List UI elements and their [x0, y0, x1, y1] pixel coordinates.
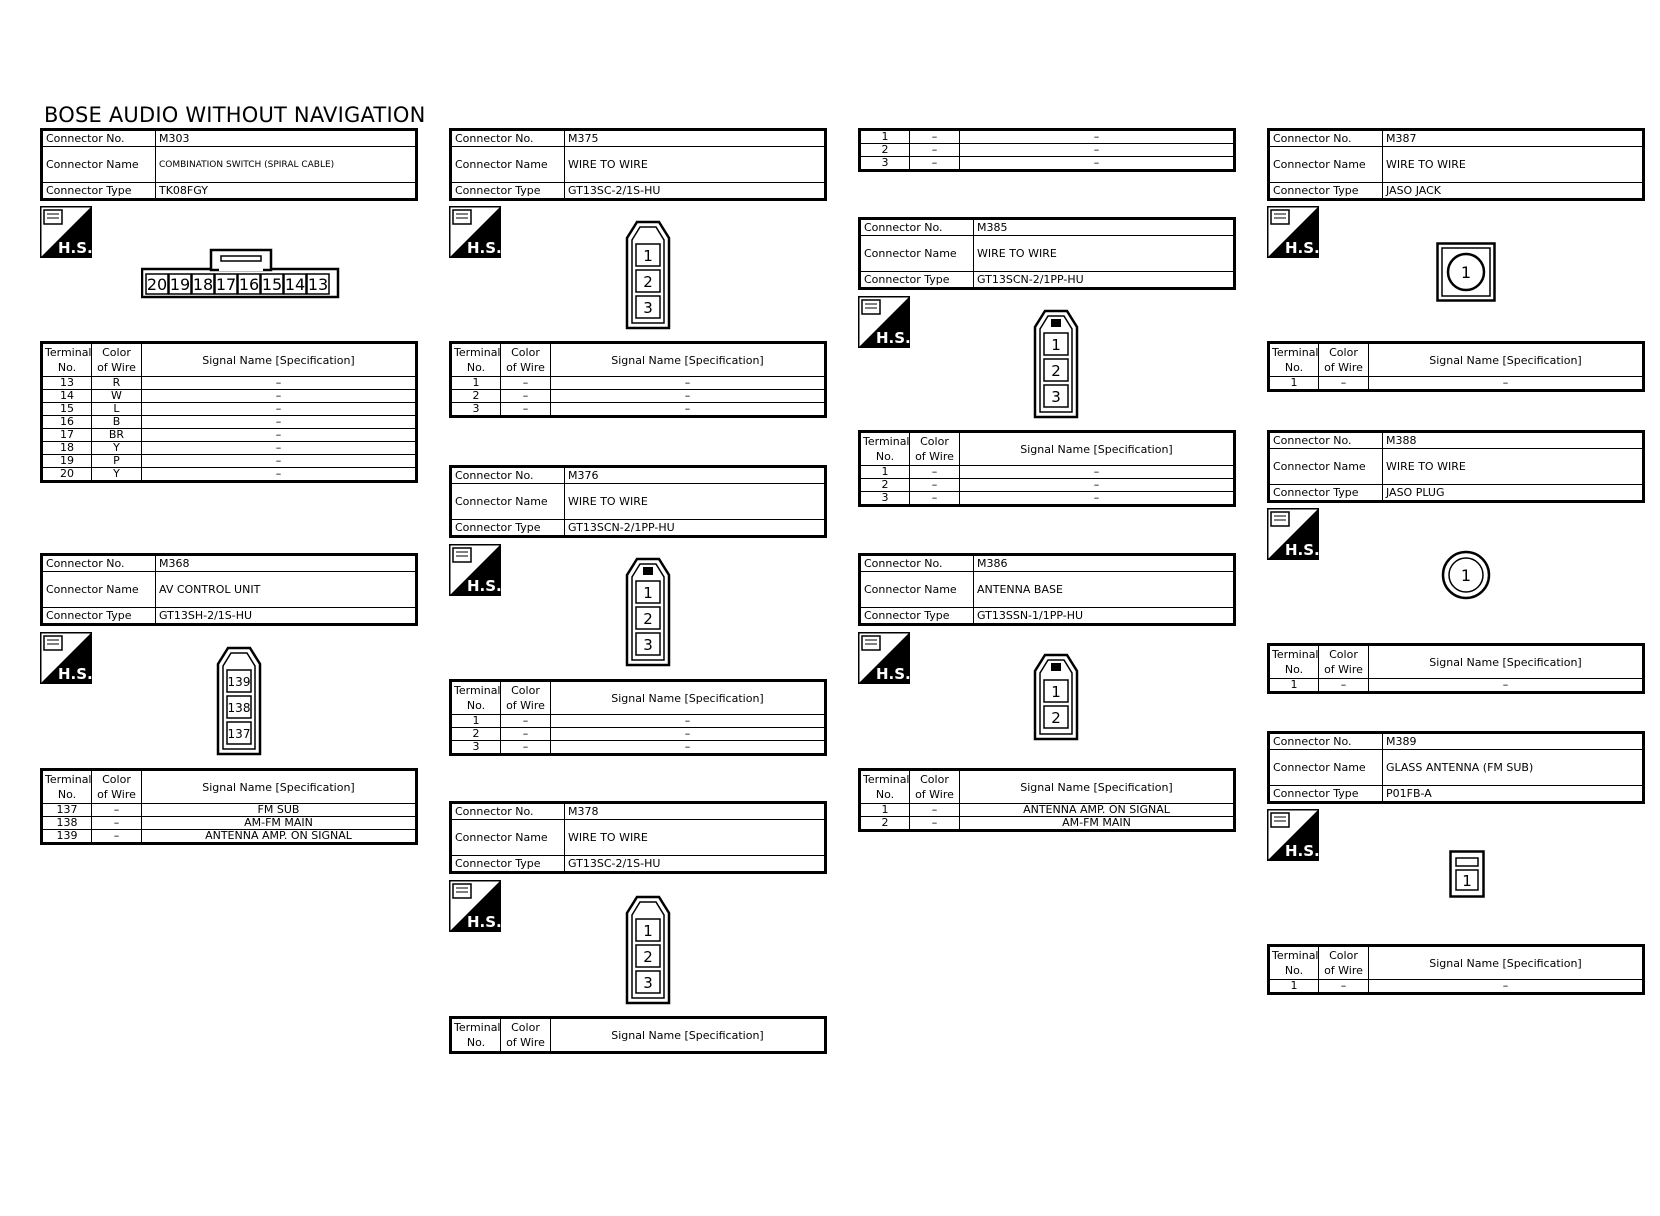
table-row: 18 Y – [42, 442, 417, 455]
connector-face-m385 [1033, 309, 1079, 419]
svg-text:H.S.: H.S. [58, 665, 92, 683]
connector-face-m368 [216, 646, 262, 756]
pin-label: 2 [643, 948, 653, 966]
table-row: 1 – – [1269, 980, 1644, 994]
svg-text:H.S.: H.S. [876, 329, 910, 347]
connector-block-m389 [1267, 731, 1645, 804]
hs-harness-side-icon [858, 632, 910, 684]
terminal-table-m375-block [449, 341, 827, 418]
svg-text:H.S.: H.S. [876, 665, 910, 683]
table-row: 2 – – [451, 390, 826, 403]
terminal-header: Terminal No. [42, 343, 92, 377]
page-title: BOSE AUDIO WITHOUT NAVIGATION [44, 103, 426, 127]
connector-info-table: Connector No. M387 Connector Name WIRE TO WIRE Connector Type JASO JACK [1267, 128, 1645, 201]
table-row: 139 – ANTENNA AMP. ON SIGNAL [42, 830, 417, 844]
connector-info-table: Connector No. M375 Connector Name WIRE TO WIRE Connector Type GT13SC-2/1S-HU [449, 128, 827, 201]
connector-face-m387 [1436, 242, 1496, 302]
connector-info-table: Connector No. M386 Connector Name ANTENNA BASE Connector Type GT13SSN-1/1PP-HU [858, 553, 1236, 626]
connector-face-m389 [1449, 850, 1485, 898]
table-row: 16 B – [42, 416, 417, 429]
connector-face-m388 [1441, 550, 1491, 600]
connector-block-m376 [449, 465, 827, 538]
connector-face-m386 [1033, 653, 1079, 741]
terminal-table: Terminal No. Color of Wire Signal Name [Specification] 1 – – [1267, 341, 1645, 392]
table-row: 20 Y – [42, 468, 417, 482]
pin-label: 3 [643, 636, 653, 654]
connector-info-table: Connector No. M368 Connector Name AV CONTROL UNIT Connector Type GT13SH-2/1S-HU [40, 553, 418, 626]
hs-harness-side-icon [40, 206, 92, 258]
pin-label: 3 [643, 299, 653, 317]
pin-label: 16 [238, 275, 260, 294]
table-row: 2 – – [860, 144, 1235, 157]
pin-label: 1 [643, 922, 653, 940]
hs-harness-side-icon [1267, 508, 1319, 560]
table-row: 1 – ANTENNA AMP. ON SIGNAL [860, 804, 1235, 817]
table-row: 138 – AM-FM MAIN [42, 817, 417, 830]
svg-text:H.S.: H.S. [467, 239, 501, 257]
connector-block-m386 [858, 553, 1236, 626]
pin-label: 20 [146, 275, 168, 294]
svg-text:H.S.: H.S. [1285, 541, 1319, 559]
svg-text:H.S.: H.S. [1285, 842, 1319, 860]
hs-harness-side-icon [40, 632, 92, 684]
pin-label: 139 [227, 675, 251, 689]
connector-face-m376 [625, 557, 671, 667]
table-row: 19 P – [42, 455, 417, 468]
pin-label: 1 [1460, 566, 1472, 585]
terminal-table-m303-block [40, 341, 418, 483]
pin-label: 2 [1051, 709, 1061, 727]
terminal-table: Terminal No. Color of Wire Signal Name [Specification] 1 – – 2 – – 3 – – [449, 679, 827, 756]
terminal-table: Terminal No. Color of Wire Signal Name [Specification] 1 – – 2 – – 3 – – [449, 341, 827, 418]
hs-harness-side-icon [1267, 809, 1319, 861]
connector-block-m375 [449, 128, 827, 201]
connector-name-label: Connector Name [42, 147, 156, 183]
pin-label: 138 [227, 701, 251, 715]
terminal-table-m387-block [1267, 341, 1645, 392]
connector-block-m387 [1267, 128, 1645, 201]
pin-label: 1 [643, 584, 653, 602]
pin-label: 14 [284, 275, 306, 294]
pin-label: 19 [169, 275, 191, 294]
connector-block-m368 [40, 553, 418, 626]
terminal-table: Terminal No. Color of Wire Signal Name [Specification] 1 – – 2 – – 3 – – [858, 430, 1236, 507]
terminal-table-m378-block [449, 1016, 827, 1054]
table-row: 15 L – [42, 403, 417, 416]
connector-block-m388 [1267, 430, 1645, 503]
terminal-table-m389-block [1267, 944, 1645, 995]
svg-text:H.S.: H.S. [58, 239, 92, 257]
pin-label: 17 [215, 275, 237, 294]
table-row: 3 – – [860, 157, 1235, 171]
terminal-table-m385-block [858, 430, 1236, 507]
table-row: 13 R – [42, 377, 417, 390]
terminal-table: Terminal No. Color of Wire Signal Name [Specification] 1 – – [1267, 944, 1645, 995]
signal-header: Signal Name [Specification] [142, 343, 417, 377]
table-row: 14 W – [42, 390, 417, 403]
pin-label: 2 [1051, 362, 1061, 380]
connector-face-m303 [141, 246, 341, 300]
table-row: 3 – – [451, 741, 826, 755]
connector-info-table: Connector No. M388 Connector Name WIRE TO WIRE Connector Type JASO PLUG [1267, 430, 1645, 503]
terminal-table: Terminal No. Color of Wire Signal Name [Specification] 1 – ANTENNA AMP. ON SIGNAL 2 – AM-FM MAIN [858, 768, 1236, 832]
pin-label: 18 [192, 275, 214, 294]
terminal-table: Terminal No. Color of Wire Signal Name [Specification] 137 – FM SUB 138 – AM-FM MAIN 139 – ANTENNA AMP. ON SIGNAL [40, 768, 418, 845]
table-row: 2 – – [860, 479, 1235, 492]
table-row: 2 – AM-FM MAIN [860, 817, 1235, 831]
terminal-table-m368-block [40, 768, 418, 845]
pin-label: 1 [643, 247, 653, 265]
connector-info-table: Connector No. M378 Connector Name WIRE TO WIRE Connector Type GT13SC-2/1S-HU [449, 801, 827, 874]
pin-label: 1 [1051, 683, 1061, 701]
table-row: 1 – – [1269, 679, 1644, 693]
pin-label: 3 [1051, 388, 1061, 406]
connector-name-value: COMBINATION SWITCH (SPIRAL CABLE) [156, 147, 417, 183]
connector-type-value: TK08FGY [156, 183, 417, 200]
pin-label: 1 [1460, 263, 1472, 282]
connector-block-m385 [858, 217, 1236, 290]
table-row: 1 – – [1269, 377, 1644, 391]
table-row: 17 BR – [42, 429, 417, 442]
connector-block-m303 [40, 128, 418, 201]
connector-info-table: Connector No. M376 Connector Name WIRE TO WIRE Connector Type GT13SCN-2/1PP-HU [449, 465, 827, 538]
table-row: 2 – – [451, 728, 826, 741]
hs-harness-side-icon [449, 544, 501, 596]
pin-label: 15 [261, 275, 283, 294]
terminal-table [40, 341, 418, 483]
pin-label: 2 [643, 273, 653, 291]
terminal-table: Terminal No. Color of Wire Signal Name [Specification] 1 – – [1267, 643, 1645, 694]
connector-info-table: Connector No. M389 Connector Name GLASS ANTENNA (FM SUB) Connector Type P01FB-A [1267, 731, 1645, 804]
terminal-table-m376-block [449, 679, 827, 756]
pin-label: 3 [643, 974, 653, 992]
table-row: 1 – – [451, 715, 826, 728]
connector-face-m375 [625, 220, 671, 330]
connector-face-m378 [625, 895, 671, 1005]
table-row: 1 – – [451, 377, 826, 390]
connector-block-m378 [449, 801, 827, 874]
pin-label: 13 [307, 275, 329, 294]
table-row: 3 – – [451, 403, 826, 417]
connector-info-table [40, 128, 418, 201]
terminal-table: Terminal No. Color of Wire Signal Name [Specification] [449, 1016, 827, 1054]
terminal-table-m386-block [858, 768, 1236, 832]
pin-label: 2 [643, 610, 653, 628]
color-header: Color of Wire [92, 343, 142, 377]
hs-harness-side-icon [1267, 206, 1319, 258]
pin-label: 137 [227, 727, 251, 741]
table-row: 137 – FM SUB [42, 804, 417, 817]
hs-harness-side-icon [449, 206, 501, 258]
table-row: 1 – – [860, 130, 1235, 144]
pin-label: 1 [1051, 336, 1061, 354]
pin-label: 1 [1462, 872, 1472, 890]
svg-text:H.S.: H.S. [467, 913, 501, 931]
svg-text:H.S.: H.S. [467, 577, 501, 595]
connector-info-table: Connector No. M385 Connector Name WIRE TO WIRE Connector Type GT13SCN-2/1PP-HU [858, 217, 1236, 290]
svg-text:H.S.: H.S. [1285, 239, 1319, 257]
connector-no-value: M303 [156, 130, 417, 147]
connector-no-label: Connector No. [42, 130, 156, 147]
terminal-table-m388-block [1267, 643, 1645, 694]
hs-harness-side-icon [858, 296, 910, 348]
terminal-table-m378-continued [858, 128, 1236, 172]
hs-harness-side-icon [449, 880, 501, 932]
table-row: 3 – – [860, 492, 1235, 506]
terminal-table [858, 128, 1236, 172]
table-row: 1 – – [860, 466, 1235, 479]
connector-type-label: Connector Type [42, 183, 156, 200]
